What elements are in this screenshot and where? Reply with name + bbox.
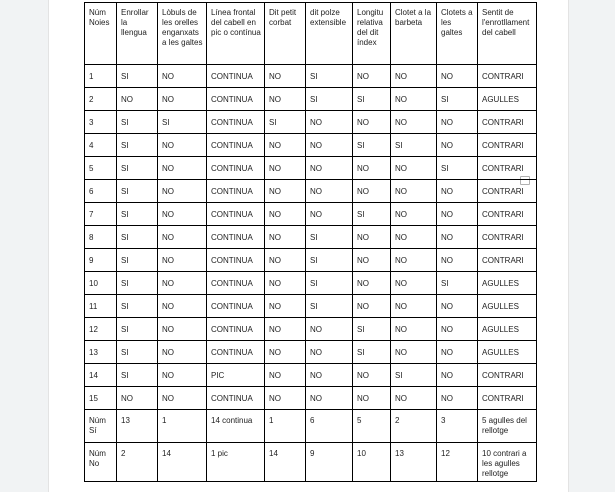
- table-cell[interactable]: SI: [391, 134, 437, 157]
- table-cell[interactable]: CONTRARI: [478, 157, 537, 180]
- table-cell[interactable]: NO: [306, 157, 353, 180]
- table-cell[interactable]: AGULLES: [478, 318, 537, 341]
- table-cell[interactable]: CONTINUA: [207, 249, 265, 272]
- table-cell[interactable]: 9: [85, 249, 117, 272]
- table-cell[interactable]: SI: [353, 134, 391, 157]
- table-cell[interactable]: NO: [391, 272, 437, 295]
- table-cell[interactable]: 1 pic: [207, 443, 265, 482]
- table-cell[interactable]: NO: [391, 226, 437, 249]
- header-row: [85, 3, 537, 65]
- table-cell[interactable]: NO: [391, 111, 437, 134]
- table-cell[interactable]: 2: [391, 410, 437, 443]
- table-cell[interactable]: AGULLES: [478, 295, 537, 318]
- table-row: [85, 341, 537, 364]
- table-cell[interactable]: SI: [437, 88, 478, 111]
- table-cell[interactable]: SI: [117, 226, 158, 249]
- table-cell[interactable]: NO: [306, 318, 353, 341]
- table-cell[interactable]: NO: [391, 387, 437, 410]
- table-cell[interactable]: 10: [85, 272, 117, 295]
- table-cell[interactable]: CONTINUA: [207, 318, 265, 341]
- table-cell[interactable]: SI: [117, 157, 158, 180]
- table-cell[interactable]: 10 contrari a les agulles rellotge: [478, 443, 537, 482]
- table-cell[interactable]: CONTRARI: [478, 249, 537, 272]
- table-cell[interactable]: CONTINUA: [207, 203, 265, 226]
- totals-row: [85, 443, 537, 482]
- table-cell[interactable]: NO: [391, 203, 437, 226]
- table-cell[interactable]: SI: [117, 180, 158, 203]
- table-cell[interactable]: 1: [265, 410, 306, 443]
- table-cell[interactable]: AGULLES: [478, 88, 537, 111]
- table-cell[interactable]: SI: [117, 203, 158, 226]
- table-cell[interactable]: Lòbuls de les orelles enganxats a les galtes: [158, 3, 207, 65]
- table-cell[interactable]: NO: [437, 295, 478, 318]
- table-cell[interactable]: CONTRARI: [478, 65, 537, 88]
- table-cell[interactable]: NO: [158, 65, 207, 88]
- table-cell[interactable]: CONTRARI: [478, 134, 537, 157]
- table-cell[interactable]: NO: [117, 387, 158, 410]
- table-cell[interactable]: NO: [306, 111, 353, 134]
- table-cell[interactable]: NO: [158, 295, 207, 318]
- table-cell[interactable]: 9: [306, 443, 353, 482]
- table-cell[interactable]: NO: [265, 157, 306, 180]
- table-cell[interactable]: CONTRARI: [478, 226, 537, 249]
- table-cell[interactable]: NO: [158, 249, 207, 272]
- table-cell[interactable]: NO: [353, 180, 391, 203]
- table-cell[interactable]: 14: [158, 443, 207, 482]
- table-cell[interactable]: NO: [306, 134, 353, 157]
- table-cell[interactable]: Longitu relativa del dit índex: [353, 3, 391, 65]
- table-cell[interactable]: SI: [306, 249, 353, 272]
- table-cell[interactable]: Enrollar la llengua: [117, 3, 158, 65]
- table-cell[interactable]: Clotet a la barbeta: [391, 3, 437, 65]
- table-cell[interactable]: NO: [265, 364, 306, 387]
- totals-row: [85, 410, 537, 443]
- table-cell[interactable]: 3: [85, 111, 117, 134]
- table-cell[interactable]: 13: [85, 341, 117, 364]
- table-cell[interactable]: Núm Noies: [85, 3, 117, 65]
- table-cell[interactable]: NO: [158, 88, 207, 111]
- table-cell[interactable]: NO: [265, 226, 306, 249]
- table-cell[interactable]: NO: [437, 203, 478, 226]
- table-cell[interactable]: 5: [85, 157, 117, 180]
- table-cell[interactable]: NO: [158, 226, 207, 249]
- table-cell[interactable]: NO: [437, 318, 478, 341]
- table-cell[interactable]: NO: [265, 88, 306, 111]
- table-row: [85, 180, 537, 203]
- table-cell[interactable]: NO: [391, 88, 437, 111]
- table-cell[interactable]: 14: [85, 364, 117, 387]
- table-cell[interactable]: Dit petit corbat: [265, 3, 306, 65]
- table-cell[interactable]: SI: [117, 364, 158, 387]
- table-cell[interactable]: SI: [353, 318, 391, 341]
- table-cell[interactable]: CONTRARI: [478, 180, 537, 203]
- table-cell[interactable]: NO: [158, 157, 207, 180]
- table-cell[interactable]: NO: [353, 387, 391, 410]
- table-row: [85, 387, 537, 410]
- table-row: [85, 272, 537, 295]
- table-cell[interactable]: 3: [437, 410, 478, 443]
- table-cell[interactable]: NO: [353, 226, 391, 249]
- table-cell[interactable]: NO: [353, 65, 391, 88]
- table-cell[interactable]: 11: [85, 295, 117, 318]
- table-cell[interactable]: SI: [306, 226, 353, 249]
- table-cell[interactable]: Núm Sí: [85, 410, 117, 443]
- table-cell[interactable]: SI: [353, 341, 391, 364]
- table-cell[interactable]: NO: [265, 341, 306, 364]
- table-cell[interactable]: NO: [391, 157, 437, 180]
- table-cell[interactable]: NO: [306, 364, 353, 387]
- table-row: [85, 364, 537, 387]
- table-cell[interactable]: NO: [437, 387, 478, 410]
- table-cell[interactable]: NO: [391, 249, 437, 272]
- table-cell[interactable]: SI: [117, 341, 158, 364]
- table-cell[interactable]: NO: [437, 364, 478, 387]
- table-cell[interactable]: SI: [437, 157, 478, 180]
- table-cell[interactable]: Núm No: [85, 443, 117, 482]
- table-cell[interactable]: 2: [117, 443, 158, 482]
- table-cell[interactable]: NO: [437, 341, 478, 364]
- table-cell[interactable]: NO: [306, 387, 353, 410]
- table-cell[interactable]: NO: [353, 111, 391, 134]
- table-cell[interactable]: CONTINUA: [207, 65, 265, 88]
- table-cell[interactable]: NO: [158, 318, 207, 341]
- table-cell[interactable]: 6: [85, 180, 117, 203]
- table-cell[interactable]: CONTRARI: [478, 364, 537, 387]
- table-cell[interactable]: SI: [117, 134, 158, 157]
- table-cell[interactable]: NO: [306, 341, 353, 364]
- table-cell[interactable]: CONTRARI: [478, 111, 537, 134]
- table-cell[interactable]: SI: [117, 249, 158, 272]
- table-cell[interactable]: NO: [437, 111, 478, 134]
- table-row: [85, 203, 537, 226]
- table-cell[interactable]: CONTINUA: [207, 295, 265, 318]
- table-row: [85, 134, 537, 157]
- table-cell[interactable]: PIC: [207, 364, 265, 387]
- table-cell[interactable]: dit polze extensible: [306, 3, 353, 65]
- table-cell[interactable]: NO: [437, 180, 478, 203]
- table-cell[interactable]: NO: [158, 180, 207, 203]
- table-cell[interactable]: AGULLES: [478, 272, 537, 295]
- table-cell[interactable]: NO: [265, 180, 306, 203]
- table-cell[interactable]: CONTINUA: [207, 111, 265, 134]
- table-cell[interactable]: NO: [353, 157, 391, 180]
- table-cell[interactable]: NO: [265, 134, 306, 157]
- table-cell[interactable]: AGULLES: [478, 341, 537, 364]
- table-cell[interactable]: NO: [158, 272, 207, 295]
- table-cell[interactable]: NO: [265, 65, 306, 88]
- table-cell[interactable]: SI: [158, 111, 207, 134]
- table-cell[interactable]: NO: [437, 226, 478, 249]
- table-cell[interactable]: 13: [117, 410, 158, 443]
- table-cell[interactable]: SI: [391, 364, 437, 387]
- table-cell[interactable]: NO: [391, 180, 437, 203]
- table-cell[interactable]: SI: [117, 111, 158, 134]
- table-cell[interactable]: SI: [437, 272, 478, 295]
- table-cell[interactable]: NO: [391, 341, 437, 364]
- table-row: [85, 249, 537, 272]
- table-row: [85, 318, 537, 341]
- table-cell[interactable]: SI: [353, 203, 391, 226]
- table-cell[interactable]: NO: [158, 134, 207, 157]
- table-cell[interactable]: SI: [117, 65, 158, 88]
- table-cell[interactable]: NO: [265, 387, 306, 410]
- table-cell[interactable]: SI: [117, 295, 158, 318]
- table-cell[interactable]: CONTINUA: [207, 387, 265, 410]
- table-cell[interactable]: 13: [391, 443, 437, 482]
- table-cell[interactable]: 12: [85, 318, 117, 341]
- table-cell[interactable]: 15: [85, 387, 117, 410]
- table-cell[interactable]: NO: [437, 249, 478, 272]
- table-cell[interactable]: NO: [391, 65, 437, 88]
- table-cell[interactable]: CONTINUA: [207, 157, 265, 180]
- table-cell[interactable]: 8: [85, 226, 117, 249]
- table-cell[interactable]: NO: [353, 249, 391, 272]
- table-cell[interactable]: 5 agulles del rellotge: [478, 410, 537, 443]
- table-cell[interactable]: NO: [353, 295, 391, 318]
- table-cell[interactable]: CONTINUA: [207, 134, 265, 157]
- table-cell[interactable]: 10: [353, 443, 391, 482]
- table-cell[interactable]: NO: [391, 318, 437, 341]
- table-cell[interactable]: SI: [306, 295, 353, 318]
- table-cell[interactable]: SI: [265, 111, 306, 134]
- table-row: [85, 157, 537, 180]
- table-row: [85, 295, 537, 318]
- table-cell[interactable]: CONTRARI: [478, 203, 537, 226]
- table-cell[interactable]: CONTINUA: [207, 272, 265, 295]
- table-cell[interactable]: 1: [158, 410, 207, 443]
- table-cell[interactable]: 14: [265, 443, 306, 482]
- table-cell[interactable]: 7: [85, 203, 117, 226]
- table-cell[interactable]: NO: [265, 203, 306, 226]
- table-cell[interactable]: CONTINUA: [207, 180, 265, 203]
- table-cell[interactable]: NO: [437, 134, 478, 157]
- table-row: [85, 65, 537, 88]
- table-cell[interactable]: SI: [306, 88, 353, 111]
- data-table: [84, 2, 537, 482]
- table-cell[interactable]: 12: [437, 443, 478, 482]
- table-cell[interactable]: CONTRARI: [478, 387, 537, 410]
- table-cell[interactable]: NO: [158, 203, 207, 226]
- table-row: [85, 88, 537, 111]
- table-cell[interactable]: NO: [265, 249, 306, 272]
- table-cell[interactable]: SI: [353, 88, 391, 111]
- table-cell[interactable]: NO: [158, 341, 207, 364]
- table-cell[interactable]: 4: [85, 134, 117, 157]
- table-cell[interactable]: SI: [117, 318, 158, 341]
- table-cell[interactable]: NO: [158, 387, 207, 410]
- table-cell[interactable]: CONTINUA: [207, 341, 265, 364]
- table-cell[interactable]: 2: [85, 88, 117, 111]
- table-cell[interactable]: 5: [353, 410, 391, 443]
- table-cell[interactable]: NO: [353, 272, 391, 295]
- table-cell[interactable]: NO: [117, 88, 158, 111]
- table-cell[interactable]: NO: [306, 203, 353, 226]
- table-cell[interactable]: 14 continua: [207, 410, 265, 443]
- table-cell[interactable]: SI: [306, 272, 353, 295]
- table-cell[interactable]: SI: [306, 65, 353, 88]
- table-cell[interactable]: CONTINUA: [207, 226, 265, 249]
- table-cell[interactable]: NO: [306, 180, 353, 203]
- table-cell[interactable]: NO: [265, 272, 306, 295]
- table-cell[interactable]: Línea frontal del cabell en pic o contínua: [207, 3, 265, 65]
- table-cell[interactable]: NO: [391, 295, 437, 318]
- table-cell[interactable]: 1: [85, 65, 117, 88]
- table-cell[interactable]: NO: [353, 364, 391, 387]
- table-cell[interactable]: SI: [117, 272, 158, 295]
- table-cell[interactable]: Sentit de l'enrotllament del cabell: [478, 3, 537, 65]
- table-cell[interactable]: NO: [158, 364, 207, 387]
- table-row: [85, 226, 537, 249]
- table-cell[interactable]: NO: [265, 318, 306, 341]
- table-cell[interactable]: Clotets a les galtes: [437, 3, 478, 65]
- table-cell[interactable]: 6: [306, 410, 353, 443]
- table-row: [85, 111, 537, 134]
- table-cell[interactable]: CONTINUA: [207, 88, 265, 111]
- table-cell[interactable]: NO: [437, 65, 478, 88]
- table-cell[interactable]: NO: [265, 295, 306, 318]
